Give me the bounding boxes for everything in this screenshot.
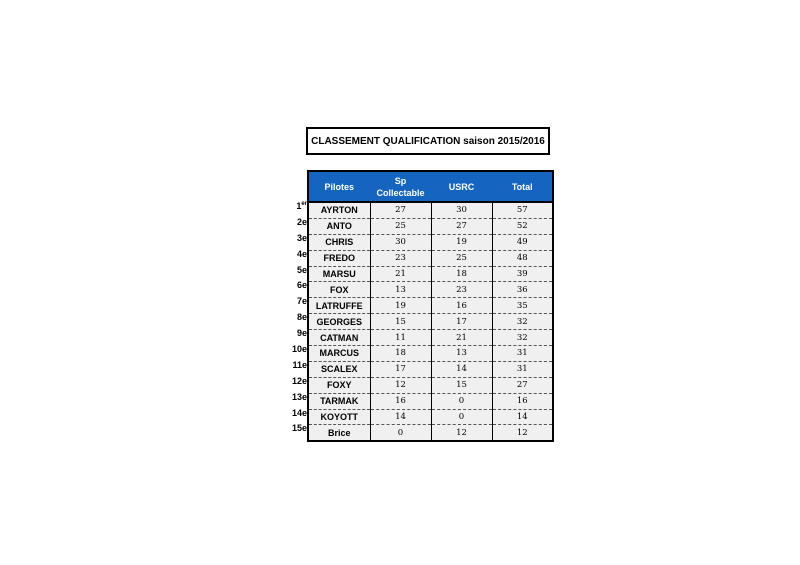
rank-value: 2e bbox=[296, 216, 307, 227]
rank-value: 11e bbox=[292, 359, 307, 370]
sp-collectable-cell: 13 bbox=[370, 282, 431, 298]
rank-label bbox=[272, 278, 308, 294]
table-row bbox=[308, 330, 553, 346]
total-cell: 35 bbox=[492, 298, 553, 314]
rank-value: 4e bbox=[296, 248, 307, 259]
total-cell: 57 bbox=[492, 202, 553, 218]
total-cell: 32 bbox=[492, 330, 553, 346]
header-sp-collectable bbox=[370, 171, 431, 202]
rank-value: 6e bbox=[296, 280, 307, 291]
pilot-cell: CHRIS bbox=[308, 234, 370, 250]
rank-label bbox=[272, 199, 308, 215]
total-cell: 52 bbox=[492, 218, 553, 234]
header-sp-line2: Collectable bbox=[376, 187, 425, 198]
usrc-cell: 30 bbox=[431, 202, 492, 218]
usrc-cell: 15 bbox=[431, 377, 492, 393]
sp-collectable-cell: 30 bbox=[370, 234, 431, 250]
rank-value: 15e bbox=[291, 423, 307, 434]
usrc-cell: 16 bbox=[431, 298, 492, 314]
sp-collectable-cell: 27 bbox=[370, 202, 431, 218]
rank-label bbox=[272, 263, 308, 279]
usrc-cell: 12 bbox=[431, 425, 492, 441]
usrc-cell: 21 bbox=[431, 330, 492, 346]
table-row bbox=[308, 298, 553, 314]
page-title: CLASSEMENT QUALIFICATION saison 2015/2016 bbox=[306, 127, 550, 155]
rank-value: 12e bbox=[291, 375, 307, 386]
pilot-cell: ANTO bbox=[308, 218, 370, 234]
table-row bbox=[308, 393, 553, 409]
total-cell: 31 bbox=[492, 361, 553, 377]
sp-collectable-cell: 19 bbox=[370, 298, 431, 314]
header-sp-line1: Sp bbox=[394, 175, 407, 186]
sp-collectable-cell: 21 bbox=[370, 266, 431, 282]
sp-collectable-cell: 11 bbox=[370, 330, 431, 346]
sp-collectable-cell: 17 bbox=[370, 361, 431, 377]
usrc-cell: 17 bbox=[431, 314, 492, 330]
rank-label bbox=[272, 358, 308, 374]
pilot-cell: MARCUS bbox=[308, 346, 370, 362]
pilot-cell: TARMAK bbox=[308, 393, 370, 409]
sp-collectable-cell: 15 bbox=[370, 314, 431, 330]
sp-collectable-cell: 14 bbox=[370, 409, 431, 425]
total-cell: 39 bbox=[492, 266, 553, 282]
table-body bbox=[308, 202, 553, 441]
standings-table bbox=[307, 170, 554, 442]
total-cell: 48 bbox=[492, 250, 553, 266]
total-cell: 14 bbox=[492, 409, 553, 425]
rank-value: 1 bbox=[296, 201, 302, 211]
header-pilotes: Pilotes bbox=[308, 171, 370, 202]
total-cell: 27 bbox=[492, 377, 553, 393]
rank-label bbox=[272, 326, 308, 342]
usrc-cell: 0 bbox=[431, 409, 492, 425]
rank-label bbox=[272, 294, 308, 310]
sp-collectable-cell: 12 bbox=[370, 377, 431, 393]
usrc-cell: 27 bbox=[431, 218, 492, 234]
table-row bbox=[308, 409, 553, 425]
rank-label bbox=[272, 231, 308, 247]
rank-value: 3e bbox=[296, 232, 307, 243]
rank-suffix: er bbox=[301, 201, 307, 207]
rank-label bbox=[272, 342, 308, 358]
pilot-cell: FREDO bbox=[308, 250, 370, 266]
pilot-cell: GEORGES bbox=[308, 314, 370, 330]
pilot-cell: FOX bbox=[308, 282, 370, 298]
header-usrc: USRC bbox=[431, 171, 492, 202]
table-row bbox=[308, 218, 553, 234]
usrc-cell: 13 bbox=[431, 346, 492, 362]
table-row bbox=[308, 234, 553, 250]
header-total: Total bbox=[492, 171, 553, 202]
rank-label bbox=[272, 406, 308, 422]
pilot-cell: CATMAN bbox=[308, 330, 370, 346]
rank-label bbox=[272, 215, 308, 231]
sp-collectable-cell: 25 bbox=[370, 218, 431, 234]
rank-label bbox=[272, 421, 308, 437]
rank-value: 10e bbox=[291, 344, 307, 355]
pilot-cell: FOXY bbox=[308, 377, 370, 393]
table-header-row bbox=[308, 171, 553, 202]
usrc-cell: 0 bbox=[431, 393, 492, 409]
sp-collectable-cell: 18 bbox=[370, 346, 431, 362]
rank-value: 8e bbox=[296, 312, 307, 323]
total-cell: 16 bbox=[492, 393, 553, 409]
rank-value: 7e bbox=[296, 296, 307, 307]
rank-label bbox=[272, 310, 308, 326]
pilot-cell: AYRTON bbox=[308, 202, 370, 218]
rank-column bbox=[272, 199, 308, 437]
sp-collectable-cell: 23 bbox=[370, 250, 431, 266]
table-row bbox=[308, 202, 553, 218]
total-cell: 36 bbox=[492, 282, 553, 298]
sp-collectable-cell: 16 bbox=[370, 393, 431, 409]
rank-value: 14e bbox=[291, 407, 307, 418]
rank-value: 5e bbox=[296, 264, 307, 275]
total-cell: 49 bbox=[492, 234, 553, 250]
rank-value: 13e bbox=[291, 391, 307, 402]
table-row bbox=[308, 377, 553, 393]
pilot-cell: Brice bbox=[308, 425, 370, 441]
table-row bbox=[308, 250, 553, 266]
rank-value: 9e bbox=[296, 328, 307, 339]
table-row bbox=[308, 266, 553, 282]
total-cell: 31 bbox=[492, 346, 553, 362]
pilot-cell: SCALEX bbox=[308, 361, 370, 377]
usrc-cell: 14 bbox=[431, 361, 492, 377]
table-row bbox=[308, 361, 553, 377]
usrc-cell: 19 bbox=[431, 234, 492, 250]
usrc-cell: 18 bbox=[431, 266, 492, 282]
total-cell: 12 bbox=[492, 425, 553, 441]
sp-collectable-cell: 0 bbox=[370, 425, 431, 441]
rank-label bbox=[272, 247, 308, 263]
table-row bbox=[308, 282, 553, 298]
total-cell: 32 bbox=[492, 314, 553, 330]
rank-label bbox=[272, 390, 308, 406]
pilot-cell: MARSU bbox=[308, 266, 370, 282]
table-row bbox=[308, 314, 553, 330]
table-row bbox=[308, 425, 553, 441]
usrc-cell: 23 bbox=[431, 282, 492, 298]
pilot-cell: KOYOTT bbox=[308, 409, 370, 425]
pilot-cell: LATRUFFE bbox=[308, 298, 370, 314]
table-row bbox=[308, 346, 553, 362]
usrc-cell: 25 bbox=[431, 250, 492, 266]
rank-label bbox=[272, 374, 308, 390]
